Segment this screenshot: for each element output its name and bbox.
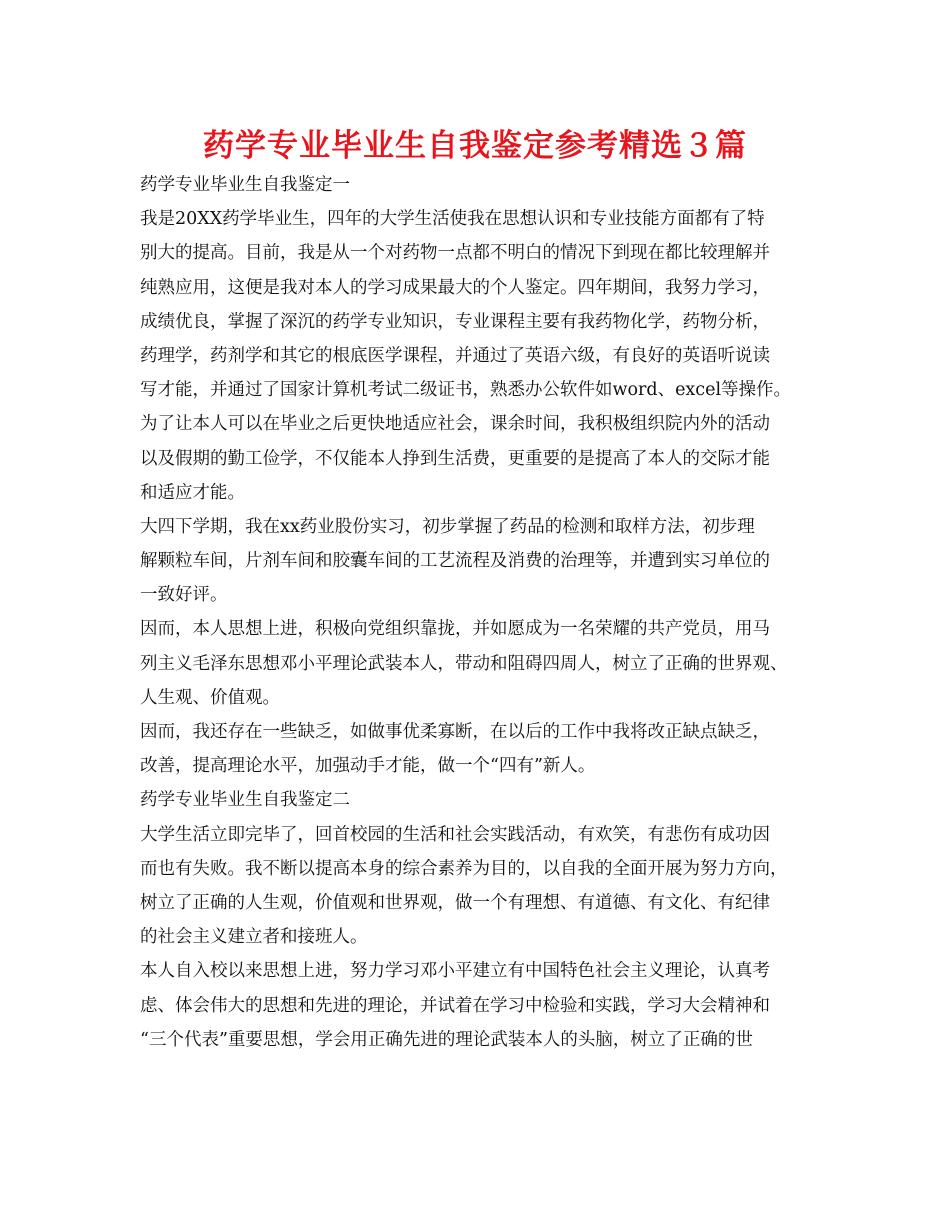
- document-title: 药学专业毕业生自我鉴定参考精选３篇: [203, 128, 747, 164]
- text-line: 而也有失败。我不断以提高本身的综合素养为目的，以自我的全面开展为努力方向，: [140, 858, 788, 879]
- text-line: 大学生活立即完毕了，回首校园的生活和社会实践活动，有欢笑，有悲伤有成功因: [140, 824, 770, 845]
- text-line: 一致好评。: [140, 585, 228, 606]
- text-line: 成绩优良，掌握了深沉的药学专业知识，专业课程主要有我药物化学，药物分析，: [140, 311, 770, 332]
- text-line: “三个代表”重要思想，学会用正确先进的理论武装本人的头脑，树立了正确的世: [140, 1029, 753, 1050]
- text-line: 人生观、价值观。: [140, 687, 280, 708]
- text-line: 我是20XX药学毕业生，四年的大学生活使我在思想认识和专业技能方面都有了特: [140, 209, 765, 230]
- text-line: 大四下学期，我在xx药业股份实习，初步掌握了药品的检测和取样方法，初步理: [140, 516, 755, 537]
- text-line: 因而，我还存在一些缺乏，如做事优柔寡断，在以后的工作中我将改正缺点缺乏，: [140, 722, 770, 742]
- text-line: 写才能，并通过了国家计算机考试二级证书，熟悉办公软件如word、excel等操作。: [140, 380, 792, 401]
- text-line: 本人自入校以来思想上进，努力学习邓小平建立有中国特色社会主义理论，认真考: [140, 961, 770, 982]
- text-line: 因而，本人思想上进，积极向党组织靠拢，并如愿成为一名荣耀的共产党员，用马: [140, 619, 770, 640]
- text-line: 药学专业毕业生自我鉴定一: [140, 175, 350, 195]
- text-line: 虑、体会伟大的思想和先进的理论，并试着在学习中检验和实践，学习大会精神和: [140, 995, 770, 1016]
- text-line: 药学专业毕业生自我鉴定二: [140, 790, 350, 811]
- text-line: 纯熟应用，这便是我对本人的学习成果最大的个人鉴定。四年期间，我努力学习，: [140, 277, 770, 298]
- text-line: 列主义毛泽东思想邓小平理论武装本人，带动和阻碍四周人，树立了正确的世界观、: [140, 653, 788, 674]
- text-line: 以及假期的勤工俭学，不仅能本人挣到生活费，更重要的是提高了本人的交际才能: [140, 448, 770, 469]
- text-line: 树立了正确的人生观，价值观和世界观，做一个有理想、有道德、有文化、有纪律: [140, 892, 770, 913]
- document-body: [140, 168, 830, 1057]
- text-line: 改善，提高理论水平，加强动手才能，做一个“四有”新人。: [140, 756, 596, 777]
- text-line: 药理学，药剂学和其它的根底医学课程，并通过了英语六级，有良好的英语听说读: [140, 345, 770, 366]
- text-line: 别大的提高。目前，我是从一个对药物一点都不明白的情况下到现在都比较理解并: [140, 243, 770, 264]
- text-line: 解颗粒车间，片剂车间和胶囊车间的工艺流程及消费的治理等，并遭到实习单位的: [140, 551, 770, 572]
- text-line: 和适应才能。: [140, 482, 245, 503]
- text-line: 的社会主义建立者和接班人。: [140, 927, 368, 948]
- text-line: 为了让本人可以在毕业之后更快地适应社会，课余时间，我积极组织院内外的活动: [140, 414, 770, 435]
